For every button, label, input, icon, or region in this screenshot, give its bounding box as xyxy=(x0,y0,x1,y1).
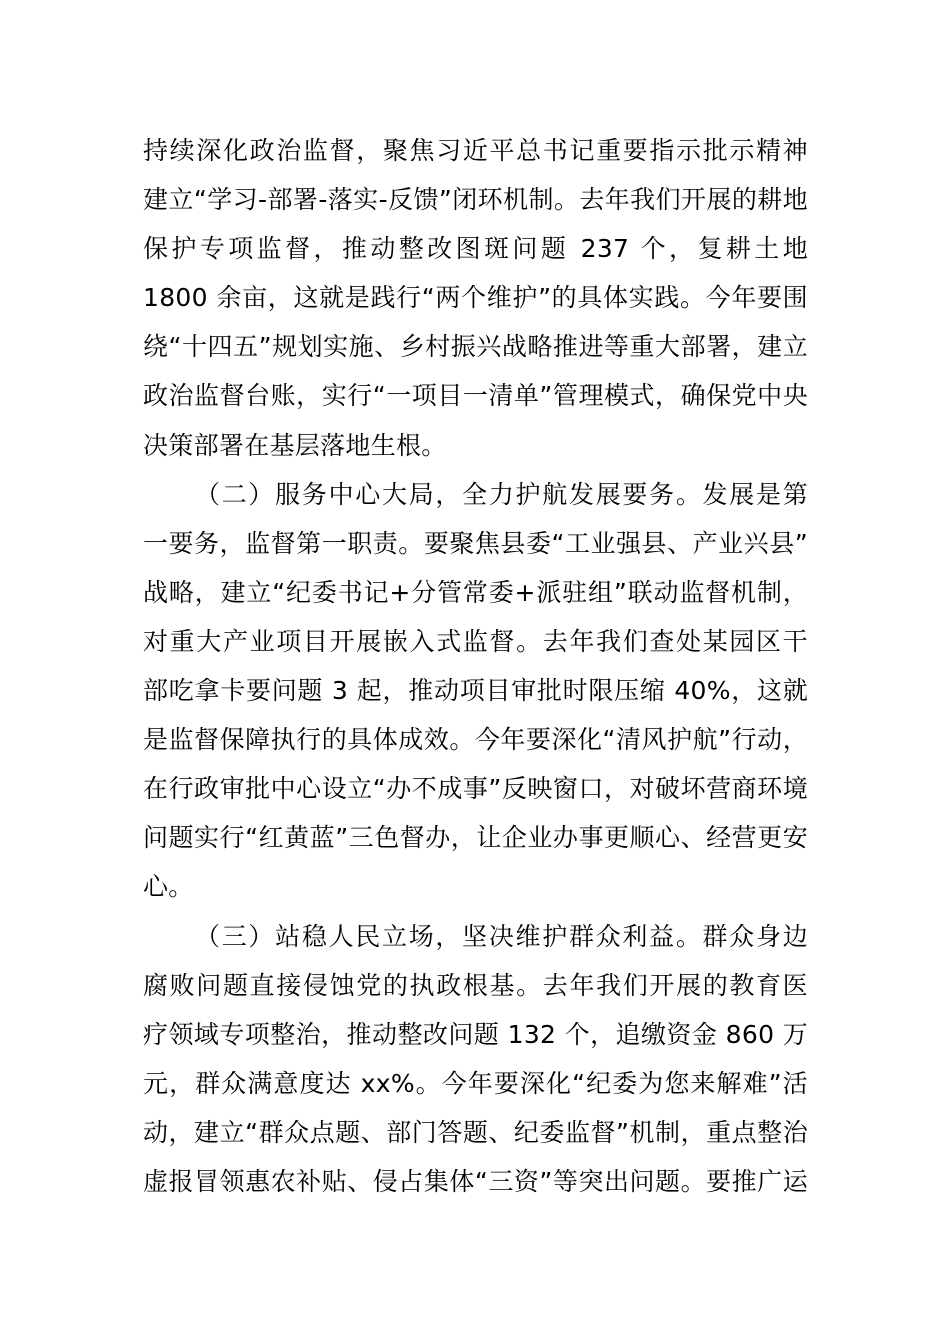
text-line: 虚报冒领惠农补贴、侵占集体“三资”等突出问题。要推广运 xyxy=(143,1166,808,1196)
section-heading-line: （三）站稳人民立场，坚决维护群众利益。群众身边 xyxy=(195,921,808,951)
text-line: 1800 余亩，这就是践行“两个维护”的具体实践。今年要围 xyxy=(143,283,808,313)
section-heading-line: （二）服务中心大局，全力护航发展要务。发展是第 xyxy=(195,479,808,509)
text-line: 建立“学习-部署-落实-反馈”闭环机制。去年我们开展的耕地 xyxy=(143,185,808,215)
text-line: 绕“十四五”规划实施、乡村振兴战略推进等重大部署，建立 xyxy=(143,332,808,362)
text-line: 是监督保障执行的具体成效。今年要深化“清风护航”行动， xyxy=(143,725,808,755)
text-line: 腐败问题直接侵蚀党的执政根基。去年我们开展的教育医 xyxy=(143,970,808,1000)
text-line: 决策部署在基层落地生根。 xyxy=(143,430,447,460)
text-line: 政治监督台账，实行“一项目一清单”管理模式，确保党中央 xyxy=(143,381,808,411)
text-line: 问题实行“红黄蓝”三色督办，让企业办事更顺心、经营更安 xyxy=(143,823,808,853)
text-line: 疗领域专项整治，推动整改问题 132 个，追缴资金 860 万 xyxy=(143,1019,808,1049)
document-body xyxy=(143,126,808,1206)
text-line: 动，建立“群众点题、部门答题、纪委监督”机制，重点整治 xyxy=(143,1117,808,1147)
paragraph-section-two xyxy=(143,470,808,912)
text-line: 部吃拿卡要问题 3 起，推动项目审批时限压缩 40%，这就 xyxy=(143,676,808,706)
text-line: 战略，建立“纪委书记+分管常委+派驻组”联动监督机制， xyxy=(143,577,808,607)
paragraph-political-supervision xyxy=(143,126,808,470)
text-line: 对重大产业项目开展嵌入式监督。去年我们查处某园区干 xyxy=(143,626,808,656)
text-line: 心。 xyxy=(143,872,194,902)
text-line: 持续深化政治监督，聚焦习近平总书记重要指示批示精神 xyxy=(143,136,808,165)
text-line: 一要务，监督第一职责。要聚焦县委“工业强县、产业兴县” xyxy=(143,528,808,558)
text-line: 保护专项监督，推动整改图斑问题 237 个，复耕土地 xyxy=(143,234,808,264)
text-line: 在行政审批中心设立“办不成事”反映窗口，对破坏营商环境 xyxy=(143,774,808,804)
text-line: 元，群众满意度达 xx%。今年要深化“纪委为您来解难”活 xyxy=(143,1068,808,1098)
paragraph-section-three xyxy=(143,912,808,1207)
